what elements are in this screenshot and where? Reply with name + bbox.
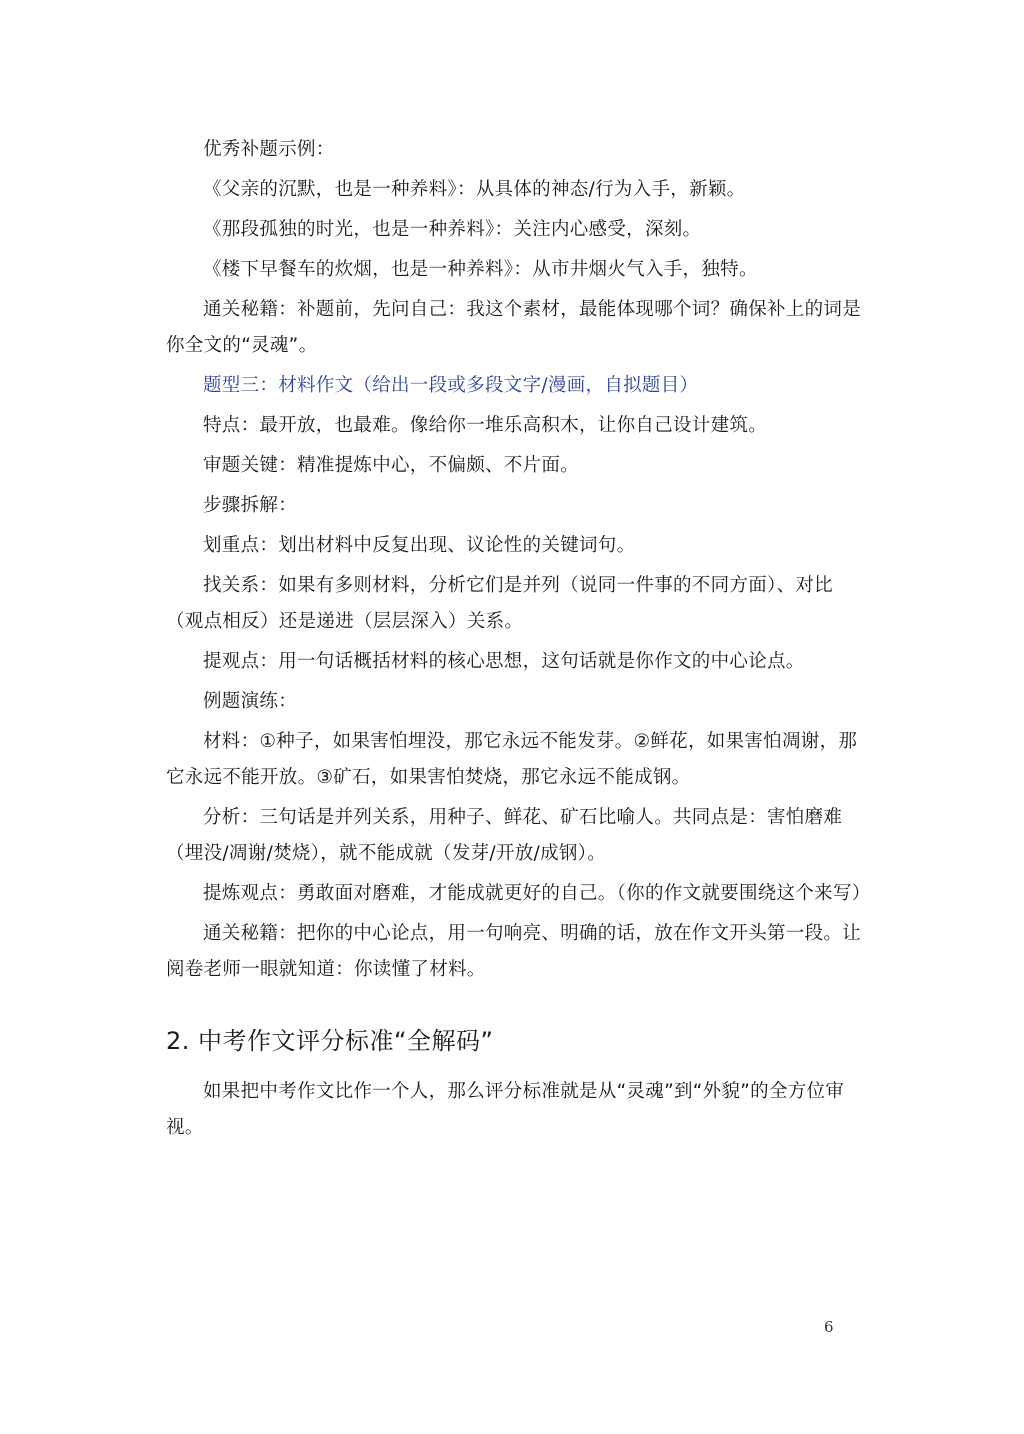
body-paragraph: 找关系：如果有多则材料，分析它们是并列（说同一件事的不同方面）、对比（观点相反）还是递进（层层深入）关系。 (166, 575, 833, 632)
section-heading: 2. 中考作文评分标准“全解码” (166, 1027, 494, 1055)
body-paragraph: 如果把中考作文比作一个人，那么评分标准就是从“灵魂”到“外貌”的全方位审视。 (166, 1081, 845, 1138)
body-paragraph: 优秀补题示例： (203, 139, 335, 160)
body-paragraph: 材料：①种子，如果害怕埋没，那它永远不能发芽。②鲜花，如果害怕凋谢，那它永远不能开放。③矿石，如果害怕焚烧，那它永远不能成钢。 (166, 731, 858, 788)
body-paragraph: 划重点：划出材料中反复出现、议论性的关键词句。 (203, 535, 636, 556)
body-paragraph: 《父亲的沉默，也是一种养料》：从具体的神态/行为入手，新颖。 (203, 179, 746, 200)
subheading-paragraph: 题型三：材料作文（给出一段或多段文字/漫画，自拟题目） (203, 375, 699, 396)
body-paragraph: 提炼观点：勇敢面对磨难，才能成就更好的自己。（你的作文就要围绕这个来写） (203, 883, 871, 904)
body-paragraph: 分析：三句话是并列关系，用种子、鲜花、矿石比喻人。共同点是：害怕磨难（埋没/凋谢/焚烧），就不能成就（发芽/开放/成钢）。 (166, 807, 843, 864)
page-number: 6 (824, 1318, 834, 1336)
body-paragraph: 审题关键：精准提炼中心，不偏颇、不片面。 (203, 455, 580, 476)
body-paragraph: 例题演练： (203, 691, 298, 712)
page-content (166, 132, 871, 1150)
body-paragraph: 通关秘籍：把你的中心论点，用一句响亮、明确的话，放在作文开头第一段。让阅卷老师一眼就知道：你读懂了材料。 (166, 923, 862, 980)
body-paragraph: 通关秘籍：补题前，先问自己：我这个素材，最能体现哪个词？确保补上的词是你全文的“灵魂”。 (166, 299, 862, 356)
body-paragraph: 步骤拆解： (203, 495, 298, 516)
body-paragraph: 特点：最开放，也最难。像给你一堆乐高积木，让你自己设计建筑。 (203, 415, 768, 436)
body-paragraph: 《楼下早餐车的炊烟，也是一种养料》：从市井烟火气入手，独特。 (203, 259, 758, 280)
body-paragraph: 提观点：用一句话概括材料的核心思想，这句话就是你作文的中心论点。 (203, 651, 805, 672)
body-paragraph: 《那段孤独的时光，也是一种养料》：关注内心感受，深刻。 (203, 219, 702, 240)
paragraph-group-top (166, 132, 871, 988)
paragraph-group-bottom (166, 1074, 862, 1146)
